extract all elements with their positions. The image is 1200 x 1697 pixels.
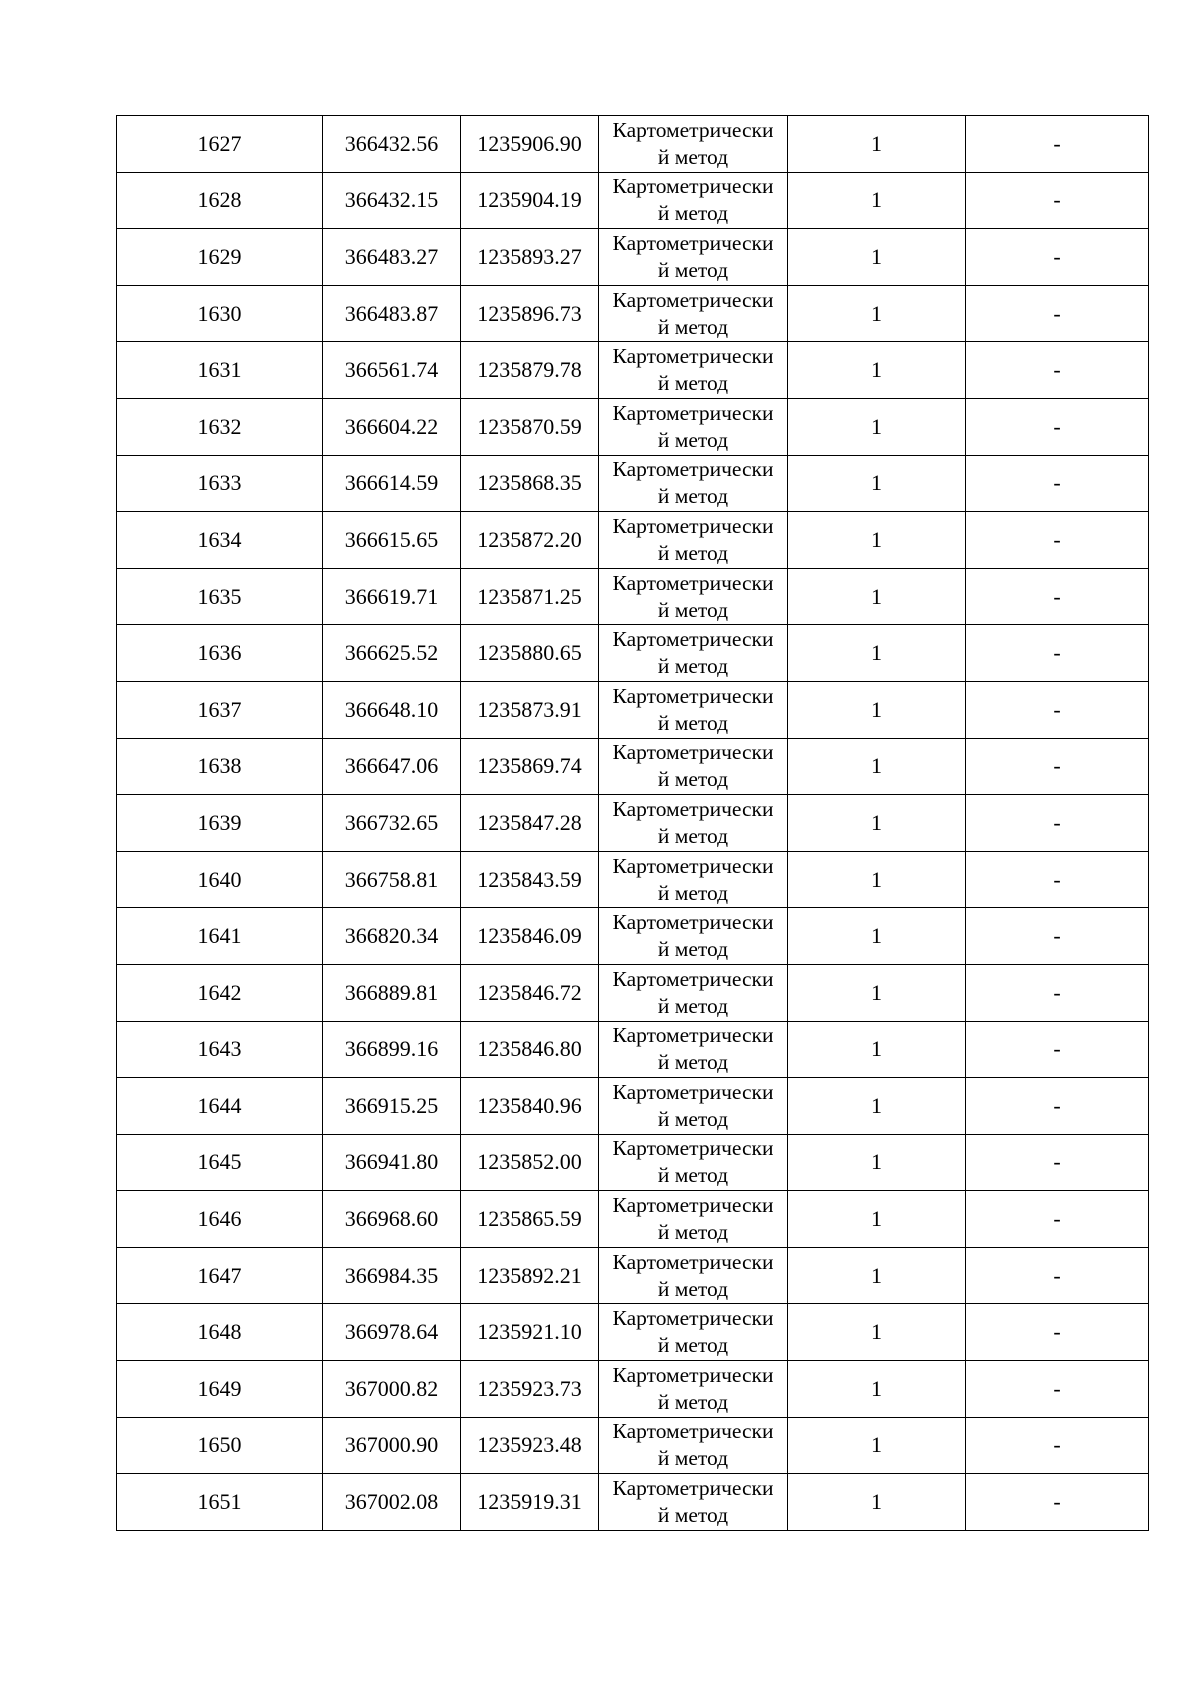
method-cell: Картометрически й метод <box>599 1474 788 1531</box>
x-coordinate-cell: 366732.65 <box>323 795 461 852</box>
point-number-cell: 1643 <box>117 1021 323 1078</box>
point-number-cell: 1627 <box>117 116 323 173</box>
y-coordinate-cell: 1235906.90 <box>461 116 599 173</box>
description-cell: - <box>966 681 1149 738</box>
table-row <box>117 1474 1149 1531</box>
point-number-cell: 1649 <box>117 1361 323 1418</box>
table-row <box>117 851 1149 908</box>
method-cell: Картометрически й метод <box>599 172 788 229</box>
method-cell: Картометрически й метод <box>599 1247 788 1304</box>
accuracy-cell: 1 <box>788 681 966 738</box>
description-cell: - <box>966 568 1149 625</box>
description-cell: - <box>966 455 1149 512</box>
accuracy-cell: 1 <box>788 851 966 908</box>
x-coordinate-cell: 366625.52 <box>323 625 461 682</box>
description-cell: - <box>966 342 1149 399</box>
accuracy-cell: 1 <box>788 568 966 625</box>
accuracy-cell: 1 <box>788 964 966 1021</box>
method-cell: Картометрически й метод <box>599 1078 788 1135</box>
point-number-cell: 1628 <box>117 172 323 229</box>
accuracy-cell: 1 <box>788 795 966 852</box>
x-coordinate-cell: 366968.60 <box>323 1191 461 1248</box>
description-cell: - <box>966 1417 1149 1474</box>
accuracy-cell: 1 <box>788 1417 966 1474</box>
y-coordinate-cell: 1235852.00 <box>461 1134 599 1191</box>
x-coordinate-cell: 366820.34 <box>323 908 461 965</box>
x-coordinate-cell: 366561.74 <box>323 342 461 399</box>
method-cell: Картометрически й метод <box>599 1021 788 1078</box>
x-coordinate-cell: 366984.35 <box>323 1247 461 1304</box>
description-cell: - <box>966 851 1149 908</box>
description-cell: - <box>966 172 1149 229</box>
y-coordinate-cell: 1235879.78 <box>461 342 599 399</box>
table-row <box>117 738 1149 795</box>
x-coordinate-cell: 366615.65 <box>323 512 461 569</box>
table-row <box>117 342 1149 399</box>
table-row <box>117 116 1149 173</box>
table-row <box>117 681 1149 738</box>
accuracy-cell: 1 <box>788 1361 966 1418</box>
y-coordinate-cell: 1235893.27 <box>461 229 599 286</box>
accuracy-cell: 1 <box>788 625 966 682</box>
y-coordinate-cell: 1235873.91 <box>461 681 599 738</box>
y-coordinate-cell: 1235870.59 <box>461 398 599 455</box>
method-cell: Картометрически й метод <box>599 1361 788 1418</box>
accuracy-cell: 1 <box>788 1078 966 1135</box>
method-cell: Картометрически й метод <box>599 681 788 738</box>
description-cell: - <box>966 1304 1149 1361</box>
description-cell: - <box>966 738 1149 795</box>
y-coordinate-cell: 1235865.59 <box>461 1191 599 1248</box>
table-row <box>117 1417 1149 1474</box>
table-row <box>117 1134 1149 1191</box>
method-cell: Картометрически й метод <box>599 795 788 852</box>
description-cell: - <box>966 229 1149 286</box>
point-number-cell: 1650 <box>117 1417 323 1474</box>
description-cell: - <box>966 795 1149 852</box>
y-coordinate-cell: 1235846.09 <box>461 908 599 965</box>
y-coordinate-cell: 1235880.65 <box>461 625 599 682</box>
x-coordinate-cell: 366614.59 <box>323 455 461 512</box>
table-row <box>117 1304 1149 1361</box>
point-number-cell: 1633 <box>117 455 323 512</box>
method-cell: Картометрически й метод <box>599 455 788 512</box>
method-cell: Картометрически й метод <box>599 1134 788 1191</box>
method-cell: Картометрически й метод <box>599 851 788 908</box>
point-number-cell: 1637 <box>117 681 323 738</box>
x-coordinate-cell: 366432.56 <box>323 116 461 173</box>
table-row <box>117 1078 1149 1135</box>
point-number-cell: 1631 <box>117 342 323 399</box>
accuracy-cell: 1 <box>788 172 966 229</box>
description-cell: - <box>966 1361 1149 1418</box>
accuracy-cell: 1 <box>788 116 966 173</box>
point-number-cell: 1647 <box>117 1247 323 1304</box>
accuracy-cell: 1 <box>788 285 966 342</box>
accuracy-cell: 1 <box>788 1021 966 1078</box>
x-coordinate-cell: 367000.82 <box>323 1361 461 1418</box>
accuracy-cell: 1 <box>788 1247 966 1304</box>
description-cell: - <box>966 512 1149 569</box>
y-coordinate-cell: 1235846.72 <box>461 964 599 1021</box>
description-cell: - <box>966 1134 1149 1191</box>
method-cell: Картометрически й метод <box>599 908 788 965</box>
point-number-cell: 1640 <box>117 851 323 908</box>
y-coordinate-cell: 1235923.73 <box>461 1361 599 1418</box>
accuracy-cell: 1 <box>788 738 966 795</box>
x-coordinate-cell: 366647.06 <box>323 738 461 795</box>
table-row <box>117 1361 1149 1418</box>
accuracy-cell: 1 <box>788 1134 966 1191</box>
table-row <box>117 625 1149 682</box>
point-number-cell: 1638 <box>117 738 323 795</box>
x-coordinate-cell: 366899.16 <box>323 1021 461 1078</box>
method-cell: Картометрически й метод <box>599 285 788 342</box>
table-row <box>117 455 1149 512</box>
description-cell: - <box>966 1247 1149 1304</box>
description-cell: - <box>966 1191 1149 1248</box>
accuracy-cell: 1 <box>788 1191 966 1248</box>
table-row <box>117 398 1149 455</box>
description-cell: - <box>966 1078 1149 1135</box>
y-coordinate-cell: 1235896.73 <box>461 285 599 342</box>
table-row <box>117 568 1149 625</box>
x-coordinate-cell: 366619.71 <box>323 568 461 625</box>
point-number-cell: 1632 <box>117 398 323 455</box>
description-cell: - <box>966 1021 1149 1078</box>
accuracy-cell: 1 <box>788 1474 966 1531</box>
x-coordinate-cell: 367000.90 <box>323 1417 461 1474</box>
accuracy-cell: 1 <box>788 455 966 512</box>
y-coordinate-cell: 1235871.25 <box>461 568 599 625</box>
table-row <box>117 512 1149 569</box>
x-coordinate-cell: 366978.64 <box>323 1304 461 1361</box>
y-coordinate-cell: 1235904.19 <box>461 172 599 229</box>
x-coordinate-cell: 366915.25 <box>323 1078 461 1135</box>
y-coordinate-cell: 1235919.31 <box>461 1474 599 1531</box>
x-coordinate-cell: 366432.15 <box>323 172 461 229</box>
description-cell: - <box>966 625 1149 682</box>
accuracy-cell: 1 <box>788 908 966 965</box>
coordinates-table-body <box>117 116 1149 1531</box>
point-number-cell: 1651 <box>117 1474 323 1531</box>
y-coordinate-cell: 1235869.74 <box>461 738 599 795</box>
method-cell: Картометрически й метод <box>599 116 788 173</box>
accuracy-cell: 1 <box>788 512 966 569</box>
description-cell: - <box>966 116 1149 173</box>
point-number-cell: 1634 <box>117 512 323 569</box>
point-number-cell: 1644 <box>117 1078 323 1135</box>
method-cell: Картометрически й метод <box>599 568 788 625</box>
y-coordinate-cell: 1235921.10 <box>461 1304 599 1361</box>
description-cell: - <box>966 908 1149 965</box>
method-cell: Картометрически й метод <box>599 1304 788 1361</box>
description-cell: - <box>966 398 1149 455</box>
x-coordinate-cell: 366889.81 <box>323 964 461 1021</box>
method-cell: Картометрически й метод <box>599 398 788 455</box>
point-number-cell: 1646 <box>117 1191 323 1248</box>
point-number-cell: 1629 <box>117 229 323 286</box>
x-coordinate-cell: 366758.81 <box>323 851 461 908</box>
point-number-cell: 1630 <box>117 285 323 342</box>
table-row <box>117 285 1149 342</box>
y-coordinate-cell: 1235846.80 <box>461 1021 599 1078</box>
table-row <box>117 908 1149 965</box>
table-row <box>117 1021 1149 1078</box>
table-row <box>117 1191 1149 1248</box>
method-cell: Картометрически й метод <box>599 512 788 569</box>
method-cell: Картометрически й метод <box>599 964 788 1021</box>
coordinates-table <box>116 115 1149 1531</box>
description-cell: - <box>966 285 1149 342</box>
x-coordinate-cell: 366941.80 <box>323 1134 461 1191</box>
y-coordinate-cell: 1235843.59 <box>461 851 599 908</box>
y-coordinate-cell: 1235840.96 <box>461 1078 599 1135</box>
method-cell: Картометрически й метод <box>599 738 788 795</box>
method-cell: Картометрически й метод <box>599 1191 788 1248</box>
x-coordinate-cell: 366483.87 <box>323 285 461 342</box>
x-coordinate-cell: 366483.27 <box>323 229 461 286</box>
point-number-cell: 1639 <box>117 795 323 852</box>
accuracy-cell: 1 <box>788 398 966 455</box>
y-coordinate-cell: 1235872.20 <box>461 512 599 569</box>
x-coordinate-cell: 367002.08 <box>323 1474 461 1531</box>
x-coordinate-cell: 366604.22 <box>323 398 461 455</box>
point-number-cell: 1645 <box>117 1134 323 1191</box>
table-row <box>117 795 1149 852</box>
accuracy-cell: 1 <box>788 1304 966 1361</box>
table-row <box>117 172 1149 229</box>
point-number-cell: 1648 <box>117 1304 323 1361</box>
point-number-cell: 1635 <box>117 568 323 625</box>
method-cell: Картометрически й метод <box>599 342 788 399</box>
description-cell: - <box>966 1474 1149 1531</box>
method-cell: Картометрически й метод <box>599 1417 788 1474</box>
y-coordinate-cell: 1235847.28 <box>461 795 599 852</box>
y-coordinate-cell: 1235892.21 <box>461 1247 599 1304</box>
y-coordinate-cell: 1235868.35 <box>461 455 599 512</box>
table-row <box>117 1247 1149 1304</box>
point-number-cell: 1636 <box>117 625 323 682</box>
table-row <box>117 229 1149 286</box>
y-coordinate-cell: 1235923.48 <box>461 1417 599 1474</box>
accuracy-cell: 1 <box>788 229 966 286</box>
method-cell: Картометрически й метод <box>599 229 788 286</box>
description-cell: - <box>966 964 1149 1021</box>
point-number-cell: 1641 <box>117 908 323 965</box>
method-cell: Картометрически й метод <box>599 625 788 682</box>
point-number-cell: 1642 <box>117 964 323 1021</box>
accuracy-cell: 1 <box>788 342 966 399</box>
table-row <box>117 964 1149 1021</box>
x-coordinate-cell: 366648.10 <box>323 681 461 738</box>
